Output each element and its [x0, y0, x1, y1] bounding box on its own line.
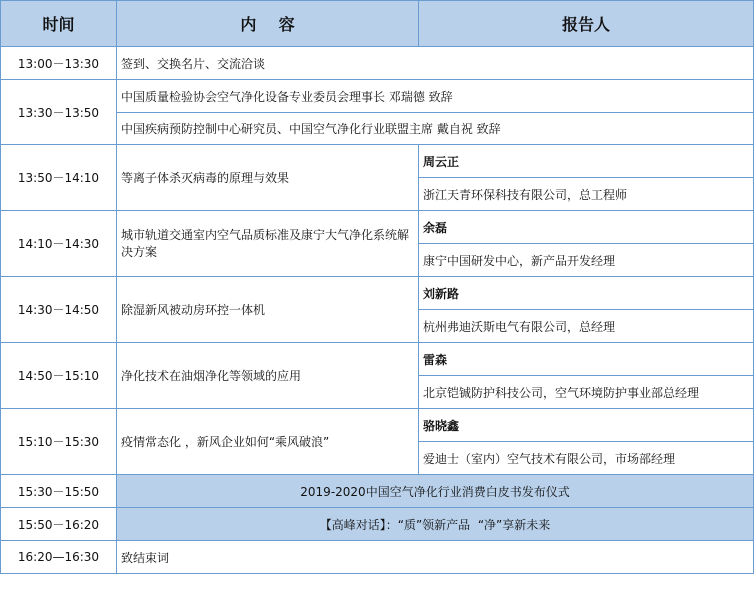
table-row: [1, 277, 754, 310]
topic-cell: 等离子体杀灭病毒的原理与效果: [117, 145, 419, 211]
time-cell: 15:30－15:50: [1, 475, 117, 508]
speaker-org: 爱迪士（室内）空气技术有限公司，市场部经理: [419, 442, 754, 475]
time-cell: 13:50－14:10: [1, 145, 117, 211]
time-cell: 14:50－15:10: [1, 343, 117, 409]
topic-cell: 城市轨道交通室内空气品质标准及康宁大气净化系统解决方案: [117, 211, 419, 277]
time-cell: 14:10－14:30: [1, 211, 117, 277]
ceremony-banner: 2019-2020中国空气净化行业消费白皮书发布仪式: [117, 475, 754, 508]
speaker-name: 雷森: [419, 343, 754, 376]
time-cell: 15:10－15:30: [1, 409, 117, 475]
speaker-name: 周云正: [419, 145, 754, 178]
topic-cell: 疫情常态化 ，新风企业如何“乘风破浪”: [117, 409, 419, 475]
table-row: [1, 541, 754, 574]
time-cell: 16:20—16:30: [1, 541, 117, 574]
time-cell: 14:30－14:50: [1, 277, 117, 343]
table-row: [1, 475, 754, 508]
speaker-name: 刘新路: [419, 277, 754, 310]
header-row: [1, 1, 754, 47]
table-row: [1, 409, 754, 442]
dialogue-banner: 【高峰对话】：“质”领新产品 “净”享新未来: [117, 508, 754, 541]
header-time: 时间: [1, 1, 117, 47]
speaker-org: 北京铠铖防护科技公司，空气环境防护事业部总经理: [419, 376, 754, 409]
table-row: [1, 343, 754, 376]
table-row: [1, 80, 754, 113]
table-row: [1, 508, 754, 541]
content-cell: 中国疾病预防控制中心研究员、中国空气净化行业联盟主席 戴自祝 致辞: [117, 113, 754, 145]
header-content: 内 容: [117, 1, 419, 47]
content-cell: 中国质量检验协会空气净化设备专业委员会理事长 邓瑞德 致辞: [117, 80, 754, 113]
speaker-name: 骆晓鑫: [419, 409, 754, 442]
time-cell: 13:30－13:50: [1, 80, 117, 145]
table-row: [1, 47, 754, 80]
time-cell: 15:50－16:20: [1, 508, 117, 541]
speaker-org: 康宁中国研发中心，新产品开发经理: [419, 244, 754, 277]
topic-cell: 净化技术在油烟净化等领域的应用: [117, 343, 419, 409]
speaker-org: 浙江天青环保科技有限公司，总工程师: [419, 178, 754, 211]
content-cell: 致结束词: [117, 541, 754, 574]
header-reporter: 报告人: [419, 1, 754, 47]
time-cell: 13:00－13:30: [1, 47, 117, 80]
table-row: [1, 145, 754, 178]
topic-cell: 除湿新风被动房环控一体机: [117, 277, 419, 343]
table-row: [1, 211, 754, 244]
speaker-name: 余磊: [419, 211, 754, 244]
speaker-org: 杭州弗迪沃斯电气有限公司，总经理: [419, 310, 754, 343]
content-cell: 签到、交换名片、交流洽谈: [117, 47, 754, 80]
